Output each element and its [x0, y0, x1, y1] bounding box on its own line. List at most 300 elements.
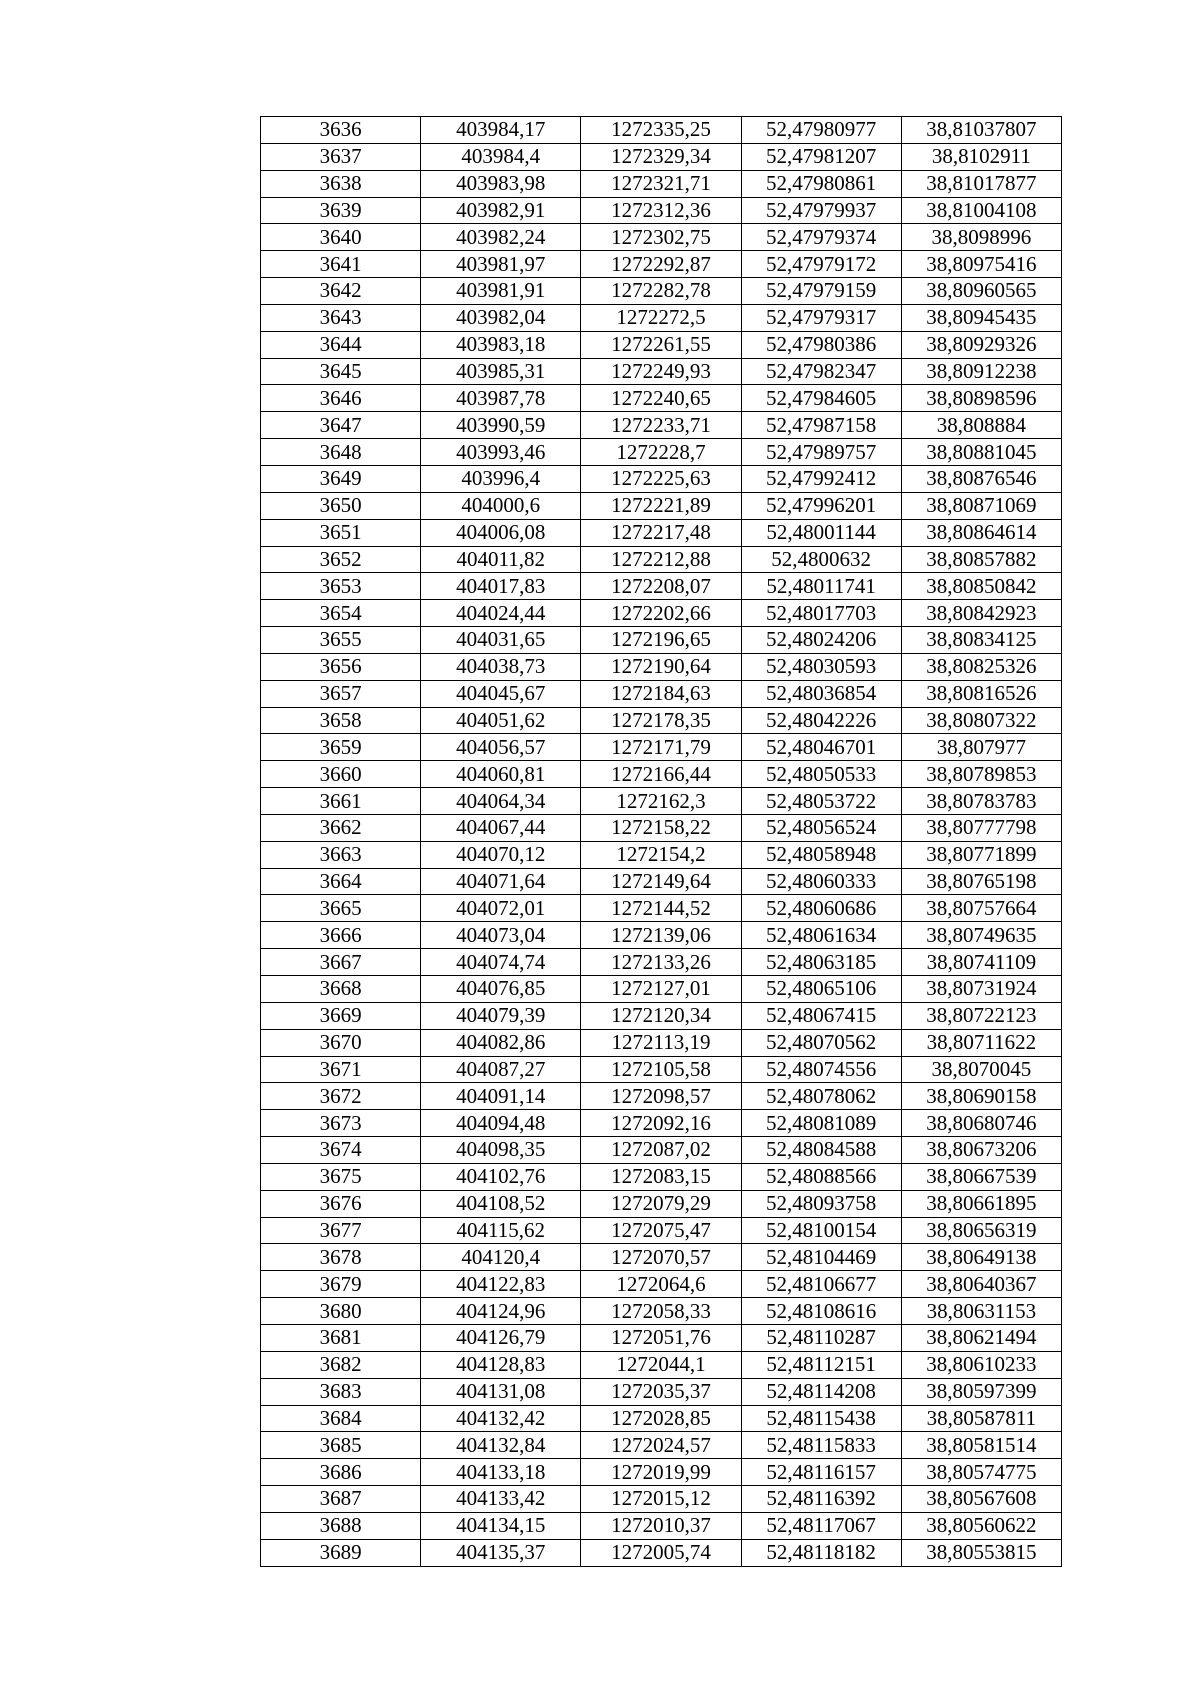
latitude-cell: 52,48110287	[741, 1324, 901, 1351]
longitude-cell: 38,80722123	[901, 1002, 1061, 1029]
table-row	[261, 1539, 1062, 1566]
point-number-cell: 3674	[261, 1137, 421, 1164]
point-number-cell: 3647	[261, 412, 421, 439]
point-number-cell: 3683	[261, 1378, 421, 1405]
longitude-cell: 38,8070045	[901, 1056, 1061, 1083]
longitude-cell: 38,80777798	[901, 814, 1061, 841]
latitude-cell: 52,48067415	[741, 1002, 901, 1029]
point-number-cell: 3646	[261, 385, 421, 412]
longitude-cell: 38,80567608	[901, 1486, 1061, 1513]
x-coordinate-cell: 403982,91	[421, 197, 581, 224]
latitude-cell: 52,48093758	[741, 1190, 901, 1217]
y-coordinate-cell: 1272221,89	[581, 492, 741, 519]
point-number-cell: 3677	[261, 1217, 421, 1244]
longitude-cell: 38,80656319	[901, 1217, 1061, 1244]
point-number-cell: 3650	[261, 492, 421, 519]
y-coordinate-cell: 1272079,29	[581, 1190, 741, 1217]
x-coordinate-cell: 404133,18	[421, 1459, 581, 1486]
x-coordinate-cell: 404024,44	[421, 600, 581, 627]
point-number-cell: 3665	[261, 895, 421, 922]
longitude-cell: 38,80649138	[901, 1244, 1061, 1271]
table-row	[261, 1137, 1062, 1164]
table-row	[261, 1432, 1062, 1459]
x-coordinate-cell: 404087,27	[421, 1056, 581, 1083]
y-coordinate-cell: 1272272,5	[581, 304, 741, 331]
point-number-cell: 3639	[261, 197, 421, 224]
latitude-cell: 52,48056524	[741, 814, 901, 841]
point-number-cell: 3669	[261, 1002, 421, 1029]
longitude-cell: 38,80929326	[901, 331, 1061, 358]
x-coordinate-cell: 404031,65	[421, 627, 581, 654]
latitude-cell: 52,48030593	[741, 653, 901, 680]
longitude-cell: 38,80661895	[901, 1190, 1061, 1217]
y-coordinate-cell: 1272196,65	[581, 627, 741, 654]
table-row	[261, 304, 1062, 331]
table-row	[261, 707, 1062, 734]
latitude-cell: 52,48001144	[741, 519, 901, 546]
y-coordinate-cell: 1272019,99	[581, 1459, 741, 1486]
x-coordinate-cell: 404120,4	[421, 1244, 581, 1271]
x-coordinate-cell: 404071,64	[421, 868, 581, 895]
x-coordinate-cell: 403982,24	[421, 224, 581, 251]
latitude-cell: 52,48061634	[741, 922, 901, 949]
longitude-cell: 38,80765198	[901, 868, 1061, 895]
y-coordinate-cell: 1272190,64	[581, 653, 741, 680]
point-number-cell: 3656	[261, 653, 421, 680]
table-row	[261, 1244, 1062, 1271]
point-number-cell: 3642	[261, 278, 421, 305]
latitude-cell: 52,48065106	[741, 976, 901, 1003]
x-coordinate-cell: 404098,35	[421, 1137, 581, 1164]
longitude-cell: 38,80834125	[901, 627, 1061, 654]
y-coordinate-cell: 1272233,71	[581, 412, 741, 439]
table-row	[261, 1056, 1062, 1083]
y-coordinate-cell: 1272154,2	[581, 841, 741, 868]
table-row	[261, 385, 1062, 412]
table-row	[261, 465, 1062, 492]
x-coordinate-cell: 404135,37	[421, 1539, 581, 1566]
table-row	[261, 1110, 1062, 1137]
latitude-cell: 52,47989757	[741, 439, 901, 466]
point-number-cell: 3681	[261, 1324, 421, 1351]
latitude-cell: 52,48053722	[741, 788, 901, 815]
x-coordinate-cell: 403990,59	[421, 412, 581, 439]
longitude-cell: 38,80881045	[901, 439, 1061, 466]
longitude-cell: 38,80574775	[901, 1459, 1061, 1486]
latitude-cell: 52,47980386	[741, 331, 901, 358]
y-coordinate-cell: 1272064,6	[581, 1271, 741, 1298]
x-coordinate-cell: 404115,62	[421, 1217, 581, 1244]
x-coordinate-cell: 404060,81	[421, 761, 581, 788]
y-coordinate-cell: 1272083,15	[581, 1163, 741, 1190]
latitude-cell: 52,48078062	[741, 1083, 901, 1110]
latitude-cell: 52,48050533	[741, 761, 901, 788]
y-coordinate-cell: 1272120,34	[581, 1002, 741, 1029]
point-number-cell: 3675	[261, 1163, 421, 1190]
longitude-cell: 38,80783783	[901, 788, 1061, 815]
y-coordinate-cell: 1272292,87	[581, 251, 741, 278]
x-coordinate-cell: 404131,08	[421, 1378, 581, 1405]
y-coordinate-cell: 1272184,63	[581, 680, 741, 707]
x-coordinate-cell: 404126,79	[421, 1324, 581, 1351]
table-row	[261, 331, 1062, 358]
table-row	[261, 734, 1062, 761]
longitude-cell: 38,807977	[901, 734, 1061, 761]
x-coordinate-cell: 404000,6	[421, 492, 581, 519]
point-number-cell: 3686	[261, 1459, 421, 1486]
y-coordinate-cell: 1272158,22	[581, 814, 741, 841]
y-coordinate-cell: 1272249,93	[581, 358, 741, 385]
table-row	[261, 1190, 1062, 1217]
longitude-cell: 38,80850842	[901, 573, 1061, 600]
x-coordinate-cell: 404122,83	[421, 1271, 581, 1298]
latitude-cell: 52,48115833	[741, 1432, 901, 1459]
coordinates-table-body	[261, 117, 1062, 1567]
point-number-cell: 3636	[261, 117, 421, 144]
longitude-cell: 38,80757664	[901, 895, 1061, 922]
x-coordinate-cell: 404102,76	[421, 1163, 581, 1190]
point-number-cell: 3663	[261, 841, 421, 868]
point-number-cell: 3651	[261, 519, 421, 546]
point-number-cell: 3662	[261, 814, 421, 841]
x-coordinate-cell: 404094,48	[421, 1110, 581, 1137]
longitude-cell: 38,8098996	[901, 224, 1061, 251]
point-number-cell: 3684	[261, 1405, 421, 1432]
longitude-cell: 38,80816526	[901, 680, 1061, 707]
latitude-cell: 52,48081089	[741, 1110, 901, 1137]
y-coordinate-cell: 1272171,79	[581, 734, 741, 761]
table-row	[261, 1459, 1062, 1486]
table-row	[261, 1405, 1062, 1432]
table-row	[261, 439, 1062, 466]
longitude-cell: 38,80789853	[901, 761, 1061, 788]
latitude-cell: 52,48114208	[741, 1378, 901, 1405]
point-number-cell: 3678	[261, 1244, 421, 1271]
longitude-cell: 38,80741109	[901, 949, 1061, 976]
x-coordinate-cell: 404011,82	[421, 546, 581, 573]
longitude-cell: 38,80610233	[901, 1351, 1061, 1378]
point-number-cell: 3688	[261, 1512, 421, 1539]
longitude-cell: 38,80960565	[901, 278, 1061, 305]
latitude-cell: 52,47982347	[741, 358, 901, 385]
longitude-cell: 38,80581514	[901, 1432, 1061, 1459]
x-coordinate-cell: 404073,04	[421, 922, 581, 949]
latitude-cell: 52,48116157	[741, 1459, 901, 1486]
table-row	[261, 1351, 1062, 1378]
latitude-cell: 52,47979159	[741, 278, 901, 305]
y-coordinate-cell: 1272005,74	[581, 1539, 741, 1566]
point-number-cell: 3649	[261, 465, 421, 492]
y-coordinate-cell: 1272149,64	[581, 868, 741, 895]
latitude-cell: 52,48058948	[741, 841, 901, 868]
latitude-cell: 52,47992412	[741, 465, 901, 492]
table-row	[261, 197, 1062, 224]
point-number-cell: 3654	[261, 600, 421, 627]
y-coordinate-cell: 1272024,57	[581, 1432, 741, 1459]
longitude-cell: 38,80587811	[901, 1405, 1061, 1432]
x-coordinate-cell: 403984,17	[421, 117, 581, 144]
point-number-cell: 3682	[261, 1351, 421, 1378]
latitude-cell: 52,47979172	[741, 251, 901, 278]
x-coordinate-cell: 404045,67	[421, 680, 581, 707]
table-row	[261, 492, 1062, 519]
table-row	[261, 278, 1062, 305]
longitude-cell: 38,80876546	[901, 465, 1061, 492]
point-number-cell: 3645	[261, 358, 421, 385]
point-number-cell: 3659	[261, 734, 421, 761]
x-coordinate-cell: 404124,96	[421, 1298, 581, 1325]
y-coordinate-cell: 1272240,65	[581, 385, 741, 412]
x-coordinate-cell: 404082,86	[421, 1029, 581, 1056]
point-number-cell: 3672	[261, 1083, 421, 1110]
table-row	[261, 358, 1062, 385]
longitude-cell: 38,80898596	[901, 385, 1061, 412]
point-number-cell: 3680	[261, 1298, 421, 1325]
y-coordinate-cell: 1272010,37	[581, 1512, 741, 1539]
longitude-cell: 38,80673206	[901, 1137, 1061, 1164]
y-coordinate-cell: 1272166,44	[581, 761, 741, 788]
y-coordinate-cell: 1272302,75	[581, 224, 741, 251]
point-number-cell: 3679	[261, 1271, 421, 1298]
latitude-cell: 52,48060686	[741, 895, 901, 922]
table-row	[261, 143, 1062, 170]
longitude-cell: 38,80912238	[901, 358, 1061, 385]
longitude-cell: 38,80560622	[901, 1512, 1061, 1539]
table-row	[261, 949, 1062, 976]
y-coordinate-cell: 1272202,66	[581, 600, 741, 627]
coordinates-table	[260, 116, 1062, 1567]
longitude-cell: 38,80711622	[901, 1029, 1061, 1056]
table-row	[261, 761, 1062, 788]
longitude-cell: 38,80640367	[901, 1271, 1061, 1298]
latitude-cell: 52,48011741	[741, 573, 901, 600]
x-coordinate-cell: 404017,83	[421, 573, 581, 600]
point-number-cell: 3653	[261, 573, 421, 600]
longitude-cell: 38,80945435	[901, 304, 1061, 331]
y-coordinate-cell: 1272015,12	[581, 1486, 741, 1513]
x-coordinate-cell: 404091,14	[421, 1083, 581, 1110]
longitude-cell: 38,80621494	[901, 1324, 1061, 1351]
y-coordinate-cell: 1272321,71	[581, 170, 741, 197]
x-coordinate-cell: 404070,12	[421, 841, 581, 868]
latitude-cell: 52,47987158	[741, 412, 901, 439]
point-number-cell: 3640	[261, 224, 421, 251]
point-number-cell: 3664	[261, 868, 421, 895]
latitude-cell: 52,48106677	[741, 1271, 901, 1298]
longitude-cell: 38,81037807	[901, 117, 1061, 144]
latitude-cell: 52,48088566	[741, 1163, 901, 1190]
table-row	[261, 1002, 1062, 1029]
latitude-cell: 52,47996201	[741, 492, 901, 519]
x-coordinate-cell: 404128,83	[421, 1351, 581, 1378]
longitude-cell: 38,80667539	[901, 1163, 1061, 1190]
latitude-cell: 52,48100154	[741, 1217, 901, 1244]
longitude-cell: 38,808884	[901, 412, 1061, 439]
point-number-cell: 3638	[261, 170, 421, 197]
y-coordinate-cell: 1272092,16	[581, 1110, 741, 1137]
latitude-cell: 52,48084588	[741, 1137, 901, 1164]
y-coordinate-cell: 1272329,34	[581, 143, 741, 170]
table-row	[261, 922, 1062, 949]
table-row	[261, 895, 1062, 922]
y-coordinate-cell: 1272113,19	[581, 1029, 741, 1056]
latitude-cell: 52,48117067	[741, 1512, 901, 1539]
point-number-cell: 3666	[261, 922, 421, 949]
y-coordinate-cell: 1272312,36	[581, 197, 741, 224]
point-number-cell: 3685	[261, 1432, 421, 1459]
x-coordinate-cell: 404074,74	[421, 949, 581, 976]
table-row	[261, 653, 1062, 680]
x-coordinate-cell: 403987,78	[421, 385, 581, 412]
point-number-cell: 3671	[261, 1056, 421, 1083]
table-row	[261, 1298, 1062, 1325]
point-number-cell: 3655	[261, 627, 421, 654]
point-number-cell: 3676	[261, 1190, 421, 1217]
x-coordinate-cell: 403993,46	[421, 439, 581, 466]
y-coordinate-cell: 1272217,48	[581, 519, 741, 546]
latitude-cell: 52,48112151	[741, 1351, 901, 1378]
latitude-cell: 52,48042226	[741, 707, 901, 734]
y-coordinate-cell: 1272070,57	[581, 1244, 741, 1271]
longitude-cell: 38,80864614	[901, 519, 1061, 546]
y-coordinate-cell: 1272035,37	[581, 1378, 741, 1405]
longitude-cell: 38,80597399	[901, 1378, 1061, 1405]
x-coordinate-cell: 404132,84	[421, 1432, 581, 1459]
x-coordinate-cell: 404108,52	[421, 1190, 581, 1217]
table-row	[261, 224, 1062, 251]
latitude-cell: 52,47984605	[741, 385, 901, 412]
point-number-cell: 3658	[261, 707, 421, 734]
y-coordinate-cell: 1272051,76	[581, 1324, 741, 1351]
latitude-cell: 52,47980977	[741, 117, 901, 144]
longitude-cell: 38,80975416	[901, 251, 1061, 278]
y-coordinate-cell: 1272105,58	[581, 1056, 741, 1083]
y-coordinate-cell: 1272028,85	[581, 1405, 741, 1432]
y-coordinate-cell: 1272335,25	[581, 117, 741, 144]
latitude-cell: 52,48116392	[741, 1486, 901, 1513]
latitude-cell: 52,47980861	[741, 170, 901, 197]
latitude-cell: 52,48036854	[741, 680, 901, 707]
x-coordinate-cell: 403983,98	[421, 170, 581, 197]
latitude-cell: 52,47979937	[741, 197, 901, 224]
table-row	[261, 251, 1062, 278]
latitude-cell: 52,48017703	[741, 600, 901, 627]
table-row	[261, 573, 1062, 600]
x-coordinate-cell: 403985,31	[421, 358, 581, 385]
latitude-cell: 52,48024206	[741, 627, 901, 654]
latitude-cell: 52,48118182	[741, 1539, 901, 1566]
y-coordinate-cell: 1272075,47	[581, 1217, 741, 1244]
longitude-cell: 38,81004108	[901, 197, 1061, 224]
x-coordinate-cell: 403981,91	[421, 278, 581, 305]
y-coordinate-cell: 1272162,3	[581, 788, 741, 815]
y-coordinate-cell: 1272212,88	[581, 546, 741, 573]
table-row	[261, 1324, 1062, 1351]
point-number-cell: 3670	[261, 1029, 421, 1056]
point-number-cell: 3657	[261, 680, 421, 707]
longitude-cell: 38,80807322	[901, 707, 1061, 734]
latitude-cell: 52,48115438	[741, 1405, 901, 1432]
latitude-cell: 52,47979317	[741, 304, 901, 331]
point-number-cell: 3668	[261, 976, 421, 1003]
latitude-cell: 52,47979374	[741, 224, 901, 251]
longitude-cell: 38,80871069	[901, 492, 1061, 519]
table-row	[261, 868, 1062, 895]
x-coordinate-cell: 403983,18	[421, 331, 581, 358]
table-row	[261, 519, 1062, 546]
table-row	[261, 546, 1062, 573]
point-number-cell: 3689	[261, 1539, 421, 1566]
x-coordinate-cell: 403982,04	[421, 304, 581, 331]
y-coordinate-cell: 1272139,06	[581, 922, 741, 949]
point-number-cell: 3643	[261, 304, 421, 331]
y-coordinate-cell: 1272087,02	[581, 1137, 741, 1164]
x-coordinate-cell: 404076,85	[421, 976, 581, 1003]
point-number-cell: 3661	[261, 788, 421, 815]
table-row	[261, 627, 1062, 654]
latitude-cell: 52,48108616	[741, 1298, 901, 1325]
table-row	[261, 1083, 1062, 1110]
longitude-cell: 38,80690158	[901, 1083, 1061, 1110]
table-row	[261, 412, 1062, 439]
point-number-cell: 3644	[261, 331, 421, 358]
x-coordinate-cell: 403996,4	[421, 465, 581, 492]
point-number-cell: 3673	[261, 1110, 421, 1137]
x-coordinate-cell: 404132,42	[421, 1405, 581, 1432]
table-row	[261, 1163, 1062, 1190]
x-coordinate-cell: 404133,42	[421, 1486, 581, 1513]
table-row	[261, 1271, 1062, 1298]
x-coordinate-cell: 404038,73	[421, 653, 581, 680]
table-row	[261, 788, 1062, 815]
longitude-cell: 38,80857882	[901, 546, 1061, 573]
x-coordinate-cell: 403984,4	[421, 143, 581, 170]
latitude-cell: 52,47981207	[741, 143, 901, 170]
table-row	[261, 170, 1062, 197]
point-number-cell: 3687	[261, 1486, 421, 1513]
latitude-cell: 52,48046701	[741, 734, 901, 761]
latitude-cell: 52,48074556	[741, 1056, 901, 1083]
x-coordinate-cell: 404072,01	[421, 895, 581, 922]
y-coordinate-cell: 1272225,63	[581, 465, 741, 492]
longitude-cell: 38,80749635	[901, 922, 1061, 949]
y-coordinate-cell: 1272127,01	[581, 976, 741, 1003]
latitude-cell: 52,48060333	[741, 868, 901, 895]
table-row	[261, 1486, 1062, 1513]
x-coordinate-cell: 404051,62	[421, 707, 581, 734]
x-coordinate-cell: 404134,15	[421, 1512, 581, 1539]
longitude-cell: 38,80842923	[901, 600, 1061, 627]
y-coordinate-cell: 1272282,78	[581, 278, 741, 305]
x-coordinate-cell: 404079,39	[421, 1002, 581, 1029]
longitude-cell: 38,80825326	[901, 653, 1061, 680]
y-coordinate-cell: 1272178,35	[581, 707, 741, 734]
y-coordinate-cell: 1272144,52	[581, 895, 741, 922]
y-coordinate-cell: 1272228,7	[581, 439, 741, 466]
x-coordinate-cell: 404064,34	[421, 788, 581, 815]
point-number-cell: 3660	[261, 761, 421, 788]
y-coordinate-cell: 1272044,1	[581, 1351, 741, 1378]
table-row	[261, 814, 1062, 841]
table-row	[261, 1512, 1062, 1539]
longitude-cell: 38,80631153	[901, 1298, 1061, 1325]
y-coordinate-cell: 1272208,07	[581, 573, 741, 600]
y-coordinate-cell: 1272133,26	[581, 949, 741, 976]
point-number-cell: 3667	[261, 949, 421, 976]
table-row	[261, 841, 1062, 868]
table-row	[261, 1217, 1062, 1244]
longitude-cell: 38,81017877	[901, 170, 1061, 197]
